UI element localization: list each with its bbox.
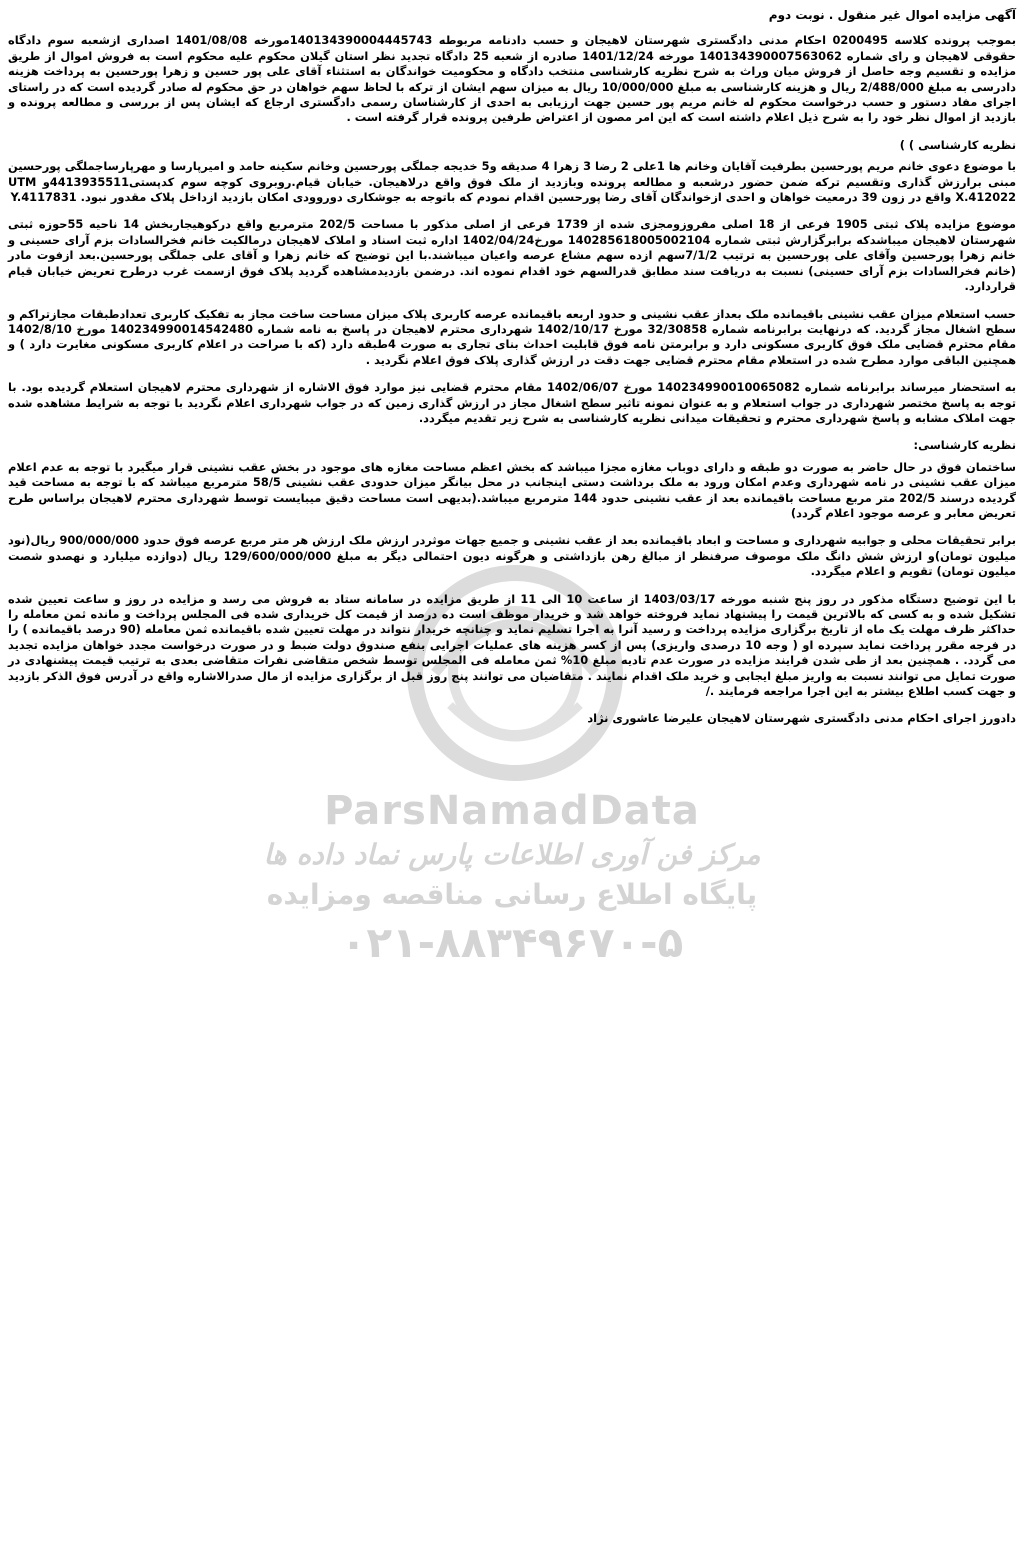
valuation-paragraph: برابر تحقیقات محلی و جوابیه شهرداری و مساحت و ابعاد باقیمانده بعد از عقب نشینی و جمیع جهات موثردر ارزش ملک ارزش هر متر مربع عرصه فوق حدود 900/000/000 ریال(نود میلیون تومان)و ارزش شش دانگ ملک موصوف صرفنظر از مبالغ رهن بازداشتی و هرگونه دیون احتمالی دیگر به مبلغ 129/600/000/000 ریال (دوازده میلیارد و نهصدو شصت میلیون تومان) تقویم و اعلام میگردد. [8, 533, 1017, 579]
building-description-paragraph: ساختمان فوق در حال حاضر به صورت دو طبقه و دارای دوباب مغازه مجزا میباشد که بخش اعظم مساحت مغازه های موجود در بخش عقب نشینی قرار میگیرد با توجه به عدم اعلام میزان عقب نشینی در نامه شهرداری وعدم امکان ورود به ملک برداشت دستی اینجانب در محل بیانگر میزان حدودی عقب نشینی 58/5 مترمربع میباشد که با توجه به مساحت قید گردیده درسند 202/5 متر مربع مساحت باقیمانده بعد از عقب نشینی حدود 144 مترمربع میباشد.(بدیهی است مساحت دقیق میبایست توسط شهرداری محترم لاهیجان براساس طرح تعریض معابر و عرصه موجود اعلام گردد) [8, 459, 1016, 520]
watermark-phone: ۰۲۱-۸۸۳۴۹۶۷۰-۵ [340, 918, 684, 967]
municipality-inquiry-paragraph: حسب استعلام میزان عقب نشینی باقیمانده ملک بعداز عقب نشینی و حدود اربعه باقیمانده عرصه کاربری پلاک میزان مساحت ساخت مجاز به تفکیک کاربری تعدادطبقات مجازتراکم و سطح اشغال مجاز گردید. که درنهایت برابرنامه شماره 32/30858 مورخ 1402/10/17 شهرداری محترم لاهیجان در پاسخ به نامه شماره 140234990014542480 مورخ 1402/8/10 مقام محترم قضایی ملک فوق کاربری مسکونی دارد و برابرمتن نامه فوق قابلیت احداث بنای تجاری به صورت 4طبقه دارد (که با صراحت در اعلام کاربری مسکونی مغایرت دارد ) و همچنین الباقی موارد مطرح شده در استعلام مقام محترم قضایی جهت دقت در ارزش گذاری پلاک فوق اعلام نگردید . [8, 306, 1017, 367]
intro-paragraph: بموجب پرونده کلاسه 0200495 احکام مدنی دادگستری شهرستان لاهیجان و حسب دادنامه مربوطه 140134390004445743مورخه 1401/08/08 اصداری ازشعبه سوم دادگاه حقوقی لاهیجان و رای شماره 140134390007563062 مورخه 1401/12/24 صادره از شعبه 25 دادگاه تجدید نظر استان گیلان محکوم علیه محکوم است به فروش اموال از طریق مزایده و تقسیم وجه حاصل از فروش میان وراث به شرح نظریه کارشناسی منتخب دادگاه و محکومیت خواندگان به استثناء آقای علی پور حسین و زهرا پورحسین به پرداخت هزینه دادرسی به مبلغ 2/488/000 ریال و هزینه کارشناسی به مبلغ 10/000/000 ریال به میزان سهم ایشان از ترکه با لحاظ سهم خواهان در حق محکوم له صادر گردیده است که در راستای اجرای مفاد دستور و حسب درخواست محکوم له خانم مریم پور حسین جهت ارزیابی به احدی از کارشناسان رسمی دادگستری ارجاع که ایشان پس از بررسی و مطالعه پرونده و بازدید از اموال نظر خود را به شرح ذیل اعلام داشته است که این امر مصون از اعتراض طرفین پرونده قرار گرفته است . [8, 33, 1016, 125]
auction-notice [8, 8, 1016, 739]
judicial-inquiry-paragraph: به استحضار میرساند برابرنامه شماره 140234990010065082 مورخ 1402/06/07 مقام محترم قضایی نیز موارد فوق الاشاره از شهرداری محترم لاهیجان استعلام گردیده بود. با توجه به پاسخ مختصر شهرداری در جواب استعلام و به عنوان نمونه تاثیر سطح اشغال مجاز در ارزش گذاری زمین که در جواب شهرداری اعلام نگردید با توجه به شرایط مشاهده شده جهت املاک مشابه و پاسخ شهرداری محترم و تحقیقات میدانی نظریه کارشناسی به شرح زیر تقدیم میگردد. [8, 380, 1016, 425]
expert-opinion-subheading: نظریه کارشناسی: [913, 438, 1016, 453]
watermark-org-name: مرکز فن آوری اطلاعات پارس نماد داده ها [263, 838, 761, 871]
watermark-subtitle: پایگاه اطلاع رسانی مناقصه ومزایده [266, 878, 758, 911]
property-registration-paragraph: موضوع مزایده پلاک ثبتی 1905 فرعی از 18 اصلی مفروزومجزی شده از 1739 فرعی از اصلی مذکور با مساحت 202/5 مترمربع واقع درکوهیجاربخش 14 ناحیه 55حوزه ثبتی شهرستان لاهیجان میباشدکه برابرگزارش ثبتی شماره 140285618005002104 مورخ1402/04/24 اداره ثبت اسناد و املاک لاهیجان درمالکیت خانم فخرالسادات بزم آرای حسینی و خانم زهرا پورحسین وآقای علی پورحسین به ترتیب 7/1/2سهم ازده سهم مشاع عرصه واعیان میباشند.با این توضیح که خانم زهرا و آقای علی جملگی پورحسین.بعد ازفوت مادر (خانم فخرالسادات بزم آرای حسینی) نسبت به دریافت سند مطابق قدرالسهم خود اقدام نموده اند. درضمن بازدیدمشاهده گردید پلاک فوق ازسمت غرب درطرح تعریض خیابان قیام قراردارد. [8, 217, 1017, 294]
auction-terms-paragraph: با این توضیح دستگاه مذکور در روز پنج شنبه مورخه 1403/03/17 از ساعت 10 الی 11 از طریق مزایده در سامانه ستاد به فروش می رسد و مزایده در روز و ساعت تعیین شده تشکیل شده و به کسی که بالاترین قیمت را پیشنهاد نماید فروخته خواهد شد و خریدار موظف است ده درصد از قیمت کل خریداری شده فی المجلس پرداخت و مانده ثمن معامله را حداکثر ظرف مهلت یک ماه از تاریخ برگزاری مزایده پرداخت و رسید آنرا به اجرا تسلیم نماید و چنانچه خریدار نتواند در مهلت تعیین شده باقیمانده ثمن معامله (90 درصد باقیمانده ) را در فرجه مقرر پرداخت نماید سپرده او ( وجه 10 درصدی واریزی) پس از کسر هزینه های عملیات اجرایی بنفع صندوق دولت ضبط و در صورت درخواست مجدد خواهان مزایده تجدید می گردد. . همچنین بعد از طی شدن فرایند مزایده در صورت عدم تادیه مبلغ 10% ثمن معامله فی المجلس توسط شخص متقاضی نفرات متقاضی بعدی به ترتیب قیمت پیشنهادی در صورت تمایل می توانند نسبت به واریز مبلغ ایجابی و خرید ملک اقدام نمایند . متقاضیان می توانند پنج روز قبل از برگزاری مزایده از مال صدرالاشاره واقع در آدرس فوق الذکر بازدید و جهت کسب اطلاع بیشتر به این اجرا مراجعه فرمایند ./ [8, 591, 1016, 699]
notice-title: آگهی مزایده اموال غیر منقول . نوبت دوم [768, 8, 1016, 22]
watermark-brand: ParsNamadData [324, 788, 700, 834]
signature-line: دادورز اجرای احکام مدنی دادگستری شهرستان لاهیجان علیرضا عاشوری نژاد [587, 711, 1016, 726]
case-subject-paragraph: با موضوع دعوی خانم مریم پورحسین بطرفیت آقایان وخانم ها 1علی 2 رضا 3 زهرا 4 صدیقه و5 خدیجه جملگی پورحسین وخانم سکینه حامد و امیرپارسا و مهرپارساجملگی پورحسین مبنی برارزش گذاری وتقسیم ترکه ضمن حضور درشعبه و مطالعه پرونده وبازدید از ملک فوق واقع درلاهیجان. خیابان قیام.روبروی کوچه سوم کدپستی4413935511و UTM X.412022 واقع در زون 39 درمعیت خواهان و احدی ازخواندگان آقای رضا پورحسین اقدام نمودم که باتوجه به جوشکاری دوروودی امکان بازدید ازداخل پلاک مقدور نبود. Y.4117831 [8, 159, 1017, 205]
expert-opinion-heading: نظریه کارشناسی ) ) [899, 137, 1016, 152]
